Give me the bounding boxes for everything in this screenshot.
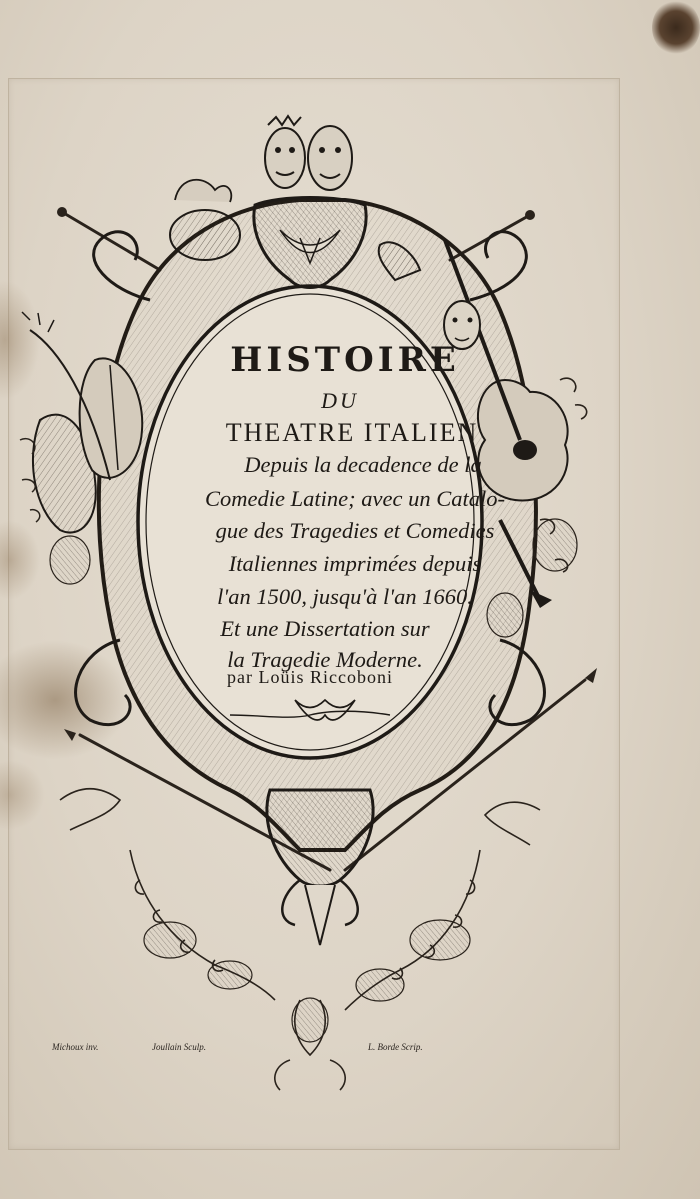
scribe-credit: L. Borde Scrip. — [368, 1042, 423, 1052]
designer-credit: Michoux inv. — [52, 1042, 99, 1052]
subtitle-line: l'an 1500, jusqu'à l'an 1660. — [217, 584, 473, 609]
top-crest — [254, 116, 366, 288]
subtitle-line: Italiennes imprimées depuis — [228, 551, 482, 576]
title-theatre-italien: THEATRE ITALIEN — [225, 418, 479, 447]
subtitle-line: Depuis la decadence de la — [244, 452, 482, 477]
title-histoire: HISTOIRE — [230, 340, 460, 380]
engraver-credit: Joullain Sculp. — [152, 1042, 206, 1052]
subtitle-line: Et une Dissertation sur — [220, 616, 430, 641]
title-du: DU — [321, 388, 359, 413]
subtitle-line: Comedie Latine; avec un Catalo- — [205, 486, 505, 511]
subtitle-line: la Tragedie Moderne. — [227, 647, 423, 672]
top-left-drum — [170, 180, 240, 260]
subtitle-line: gue des Tragedies et Comedies — [215, 518, 495, 543]
author-line: par Loüis Riccoboni — [227, 667, 393, 687]
